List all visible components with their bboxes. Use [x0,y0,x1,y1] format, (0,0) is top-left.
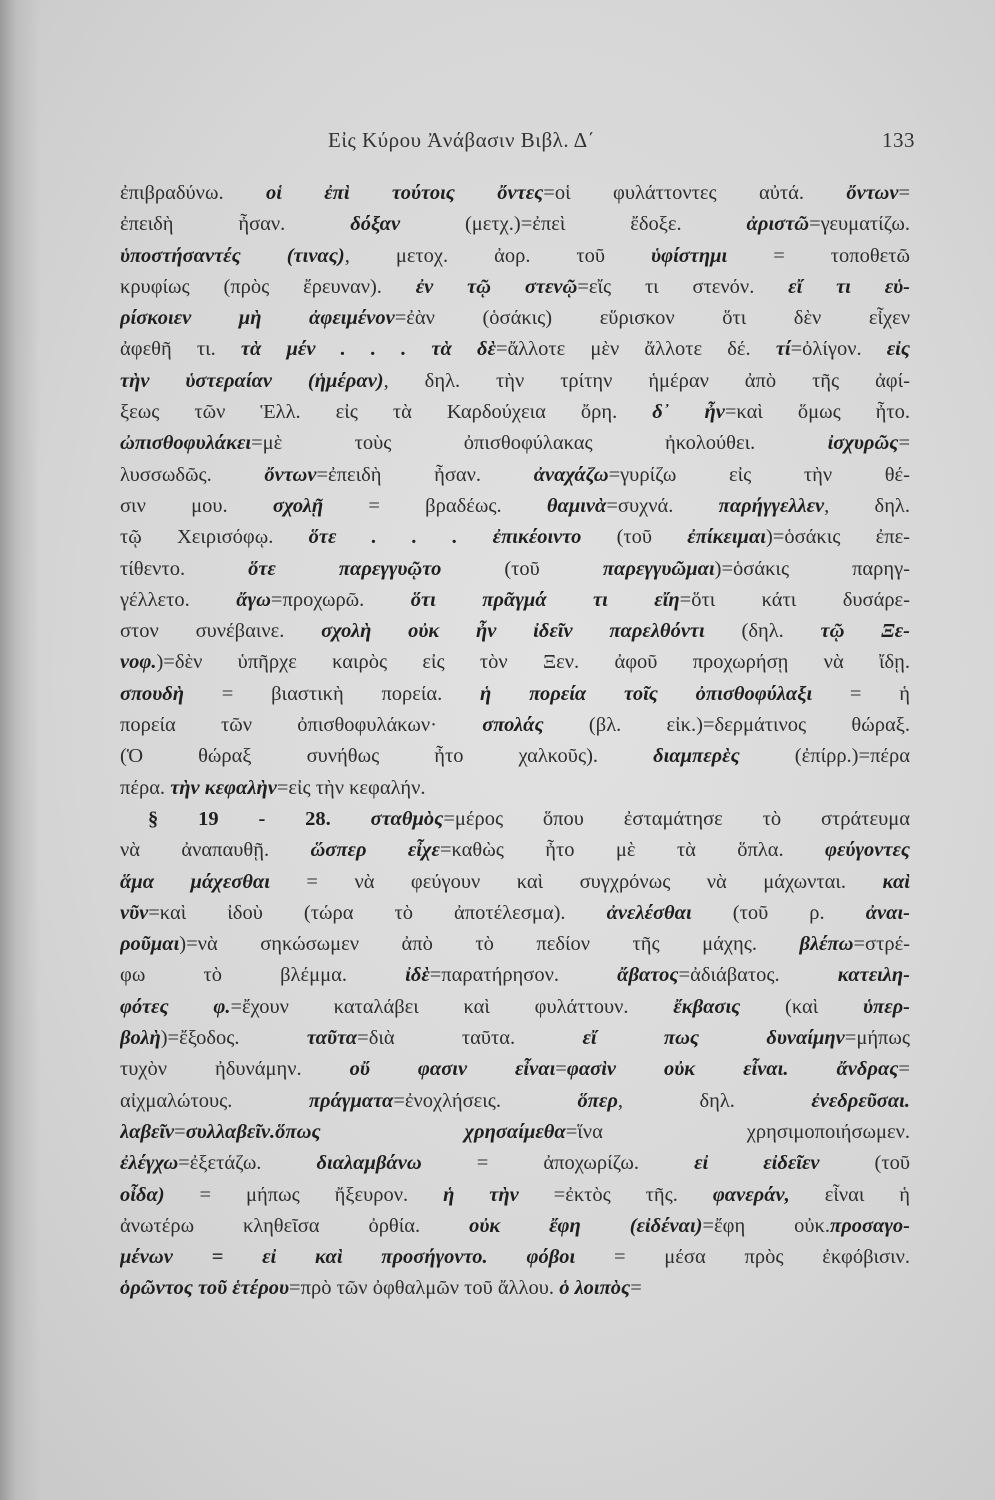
text-line [120,1211,910,1242]
text-line [120,241,910,272]
headword: ὑπερ- [862,995,910,1018]
gloss-text: , δηλ. [824,494,910,517]
gloss-text: ἐπειδὴ ἦσαν. [120,213,351,236]
section-marker: § 19 - 28. [148,807,371,830]
gloss-text: νὰ ἀναπαυθῇ. [120,839,311,862]
gloss-text: =εἰς τὴν κεφαλήν. [276,776,426,799]
text-line [120,428,910,459]
headword: ρίσκοιεν μὴ ἀφειμένον [120,307,395,330]
text-line [120,1086,910,1117]
text-line [120,679,910,710]
gloss-text: =ἐὰν (ὁσάκις) εὕρισκον ὅτι δὲν εἶχεν [394,307,910,330]
headword: ροῦμαι [120,933,180,956]
gloss-text: , δηλ. [617,1089,812,1112]
headword: ὠπισθοφυλάκει [120,432,252,455]
gloss-text: = ἀποχωρίζω. [421,1152,695,1175]
headword: ἐν τῷ στενῷ [415,275,578,298]
text-line [120,992,910,1023]
text-line [120,773,910,804]
gloss-text: )=νὰ σηκώσωμεν ἀπὸ τὸ πεδίον τῆς μάχης. [179,933,800,956]
headword: λαβεῖν [120,1120,175,1143]
gloss-text: = μήπως ἤξευρον. [164,1183,444,1206]
gloss-text: =μέρος ὅπου ἐσταμάτησε τὸ στράτευμα [443,807,910,830]
gloss-text: =προχωρῶ. [270,588,411,611]
text-line [120,1148,910,1179]
gloss-text: = [898,432,910,455]
headword: προσαγο- [830,1214,910,1237]
headword: ἔκβασις [673,995,741,1018]
gloss-text: =ἀδιάβατος. [678,964,838,987]
text-line [120,585,910,616]
gloss-text: ἀνωτέρω κληθεῖσα ὀρθία. [120,1214,470,1237]
headword: μένων = εἰ καὶ προσήγοντο. φόβοι [120,1246,576,1269]
gloss-text: (τοῦ [819,1152,910,1175]
headword: ταῦτα [306,1027,358,1050]
headword: ἅμα μάχεσθαι [120,870,270,893]
headword: σταθμὸς [370,807,444,830]
gloss-text: στον συνέβαινε. [120,620,322,643]
gloss-text: (τοῦ [441,557,603,580]
gloss-text: =καὶ ὅμως ἦτο. [724,401,910,424]
gloss-text: , δηλ. τὴν τρίτην ἡμέραν ἀπὸ τῆς ἀφί- [383,369,910,392]
gloss-text: τυχὸν ἠδυνάμην. [120,1058,350,1081]
gloss-text: =ἵνα χρησιμοποιήσωμεν. [565,1120,910,1143]
headword: ὅτε . . . ἐπικέοιντο [308,526,582,549]
text-line [120,303,910,334]
gloss-text: =καὶ ἰδοὺ (τώρα τὸ ἀποτέλεσμα). [148,901,607,924]
text-line [120,804,910,835]
headword: εἰ εἰδεῖεν [694,1152,820,1175]
headword: νῦν [120,901,149,924]
gloss-text: ξεως τῶν Ἑλλ. εἰς τὰ Καρδούχεια ὄρη. [120,401,653,424]
gloss-text: (βλ. εἰκ.)=δερμάτινος θώραξ. [543,714,910,737]
gloss-text: = βραδέως. [323,494,547,517]
gloss-text: =εἴς τι στενόν. [577,275,789,298]
headword: εἰς [886,338,910,361]
text-line [120,898,910,929]
gloss-text: = [898,1058,910,1081]
text-line [120,929,910,960]
gloss-text: ἐπιβραδύνω. [120,182,266,204]
headword: καὶ [882,870,910,893]
text-line [120,1273,910,1304]
headword: ὅτε παρεγγυῷτο [248,557,442,580]
headword: φεύγοντες [825,839,910,862]
headword: βλέπω [799,933,854,956]
gloss-text: = νὰ φεύγουν καὶ συγχρόνως νὰ μάχωνται. [269,870,883,893]
headword: τὴν κεφαλὴν [170,776,277,799]
headword: σχολὴ οὐκ ἦν ἰδεῖν παρελθόντι [321,620,705,643]
headword: διαλαμβάνω [316,1152,422,1175]
text-line [120,647,910,678]
gloss-text: πέρα. [120,776,171,799]
headword: διαμπερὲς [653,745,740,768]
text-line [120,1023,910,1054]
text-line [120,209,910,240]
gloss-text: =ἔχουν καταλάβει καὶ φυλάττουν. [230,995,674,1018]
gloss-text: πορεία τῶν ὀπισθοφυλάκων· [120,714,483,737]
headword: ὁ λοιπὸς [559,1277,631,1300]
gloss-text: = [898,182,910,204]
headword: εἴ πως δυναίμην [582,1027,845,1050]
page-number: 133 [882,128,915,152]
headword: εἴ τι εὑ- [788,275,910,298]
gloss-text: αἰχμαλώτους. [120,1089,309,1112]
headword: ὄντων [846,182,899,204]
headword: οἶδα) [120,1183,165,1206]
gloss-text: ἀφεθῆ τι. [120,338,241,361]
text-line [120,334,910,365]
text-line [120,366,910,397]
gloss-text: =καθὼς ἦτο μὲ τὰ ὅπλα. [439,839,826,862]
headword: βολὴ [120,1027,161,1050]
headword: ἰδὲ [405,964,430,987]
text-line [120,960,910,991]
headword: σπουδὴ [120,682,184,705]
gloss-text: =πρὸ τῶν ὀφθαλμῶν τοῦ ἄλλου. [289,1277,560,1300]
headword: σχολῇ [272,494,324,517]
headword: ἀνελέσθαι [606,901,692,924]
gloss-text: = μέσα πρὸς ἐκφόβισιν. [575,1246,910,1269]
gloss-text: γέλλετο. [120,588,237,611]
gloss-text: τῷ Χειρισόφῳ. [120,526,309,549]
text-line [120,397,910,428]
headword: ἀναχάζω [533,463,609,486]
gloss-text: (μετχ.)=ἐπεὶ ἔδοξε. [400,213,747,236]
text-line [120,1242,910,1273]
headword: παρήγγελλεν [718,494,825,517]
headword: οὐκ ἔφη (εἰδέναι) [469,1214,703,1237]
headword: ὑφίστημι [651,244,728,267]
gloss-text: )=δὲν ὑπῆρχε καιρὸς εἰς τὸν Ξεν. ἀφοῦ προχωρήσῃ νὰ ἴδῃ. [156,651,910,674]
gloss-text: )=ἔξοδος. [160,1027,307,1050]
headword: φανεράν, [712,1183,790,1206]
text-line [120,272,910,303]
page-header [120,128,915,160]
headword: ὁρῶντος τοῦ ἑτέρου [120,1277,290,1300]
gloss-text: =ἐπειδὴ ἦσαν. [316,463,534,486]
gloss-text: κρυφίως (πρὸς ἔρευναν). [120,275,416,298]
gloss-text: = βιαστικὴ πορεία. [184,682,481,705]
text-line [120,867,910,898]
headword: φότες φ. [120,995,231,1018]
gloss-text: τίθεντο. [120,557,249,580]
headword: τί [775,338,791,361]
gloss-text: , μετοχ. ἀορ. τοῦ [344,244,652,267]
gloss-text: (ἐπίρρ.)=πέρα [739,745,910,768]
headword: ἄβατος [617,964,679,987]
gloss-text: σιν μου. [120,494,273,517]
gloss-text: = [630,1277,642,1300]
text-line [120,460,910,491]
text-line [120,554,910,585]
text-line [120,710,910,741]
headword: ἀναι- [865,901,910,924]
body-text [120,178,910,1305]
text-line [120,741,910,772]
gloss-text: λυσσωδῶς. [120,463,265,486]
text-line [120,1117,910,1148]
gloss-text: (τοῦ [581,526,688,549]
headword: τῷ Ξε- [820,620,910,643]
text-line [120,835,910,866]
text-line [120,491,910,522]
gloss-text: =ἄλλοτε μὲν ἄλλοτε δέ. [495,338,776,361]
gloss-text: =συχνά. [606,494,719,517]
headword: δ᾽ ἦν [652,401,725,424]
headword: ὥσπερ εἶχε [310,839,440,862]
gloss-text: =ὅτι κάτι δυσάρε- [679,588,910,611]
headword: ἄγω [236,588,271,611]
headword: ὅτι πρᾶγμά τι εἴη [410,588,680,611]
gloss-text: =παρατήρησον. [429,964,618,987]
running-title: Εἰς Κύρου Ἀνάβασιν Βιβλ. Δ΄ [328,128,596,152]
headword: σπολάς [482,714,544,737]
headword: ἡ τὴν [443,1183,519,1206]
headword: οὔ φασιν εἶναι [349,1058,556,1081]
gloss-text: (δηλ. [704,620,821,643]
headword: ὑποστήσαντές (τινας) [120,244,345,267]
headword: οἱ ἐπὶ τούτοις ὄντες [265,182,544,204]
headword: ἐνεδρεῦσαι. [811,1089,910,1112]
gloss-text: =γευματίζω. [809,213,910,236]
gloss-text: (Ὁ θώραξ συνήθως ἦτο χαλκοῦς). [120,745,654,768]
headword: θαμινὰ [546,494,607,517]
gloss-text: =μήπως [844,1027,910,1050]
headword: δόξαν [350,213,401,236]
gloss-text: (καὶ [740,995,863,1018]
headword: ἡ πορεία τοῖς ὀπισθοφύλαξι [480,682,813,705]
headword: ἐπίκειμαι [687,526,766,549]
headword: ἐλέγχω [120,1152,179,1175]
text-line [120,1180,910,1211]
headword: τὰ μέν . . . τὰ δὲ [240,338,496,361]
headword: νοφ. [120,651,157,674]
gloss-text: =διὰ ταῦτα. [357,1027,583,1050]
headword: ἀριστῶ [746,213,810,236]
gloss-text: = [174,1120,186,1143]
gloss-text: = ἡ [812,682,910,705]
gloss-text: εἶναι ἡ [789,1183,910,1206]
gloss-text: = τοποθετῶ [727,244,910,267]
gloss-text: =ἐξετάζω. [178,1152,317,1175]
text-line [120,616,910,647]
gloss-text: =ἔφη οὐκ. [702,1214,830,1237]
gloss-text: =γυρίζω εἰς τὴν θέ- [608,463,910,486]
spine-shadow [0,0,40,1500]
headword: κατειλη- [837,964,910,987]
gloss-text: )=ὁσάκις παρηγ- [714,557,910,580]
text-line [120,1054,910,1085]
text-line [120,178,910,209]
text-line [120,522,910,553]
headword: ἰσχυρῶς [827,432,899,455]
gloss-text: =ἐκτὸς τῆς. [518,1183,713,1206]
gloss-text: )=ὁσάκις ἐπε- [765,526,910,549]
headword: συλλαβεῖν.ὅπως χρησαίμεθα [185,1120,566,1143]
gloss-text: φω τὸ βλέμμα. [120,964,406,987]
headword: τὴν ὑστεραίαν (ἡμέραν) [120,369,384,392]
headword: πράγματα [308,1089,394,1112]
headword: ὄντων [264,463,317,486]
headword: ὅπερ [577,1089,618,1112]
gloss-text: =ὀλίγον. [790,338,887,361]
headword: παρεγγυῶμαι [602,557,715,580]
gloss-text: = [555,1058,567,1081]
gloss-text: =ἐνοχλήσεις. [393,1089,578,1112]
gloss-text: =στρέ- [853,933,910,956]
gloss-text: (τοῦ ρ. [691,901,866,924]
headword: φασὶν οὐκ εἶναι. ἄνδρας [566,1058,899,1081]
gloss-text: =μὲ τοὺς ὀπισθοφύλακας ἠκολούθει. [251,432,828,455]
gloss-text: =οἱ φυλάττοντες αὐτά. [543,182,847,204]
